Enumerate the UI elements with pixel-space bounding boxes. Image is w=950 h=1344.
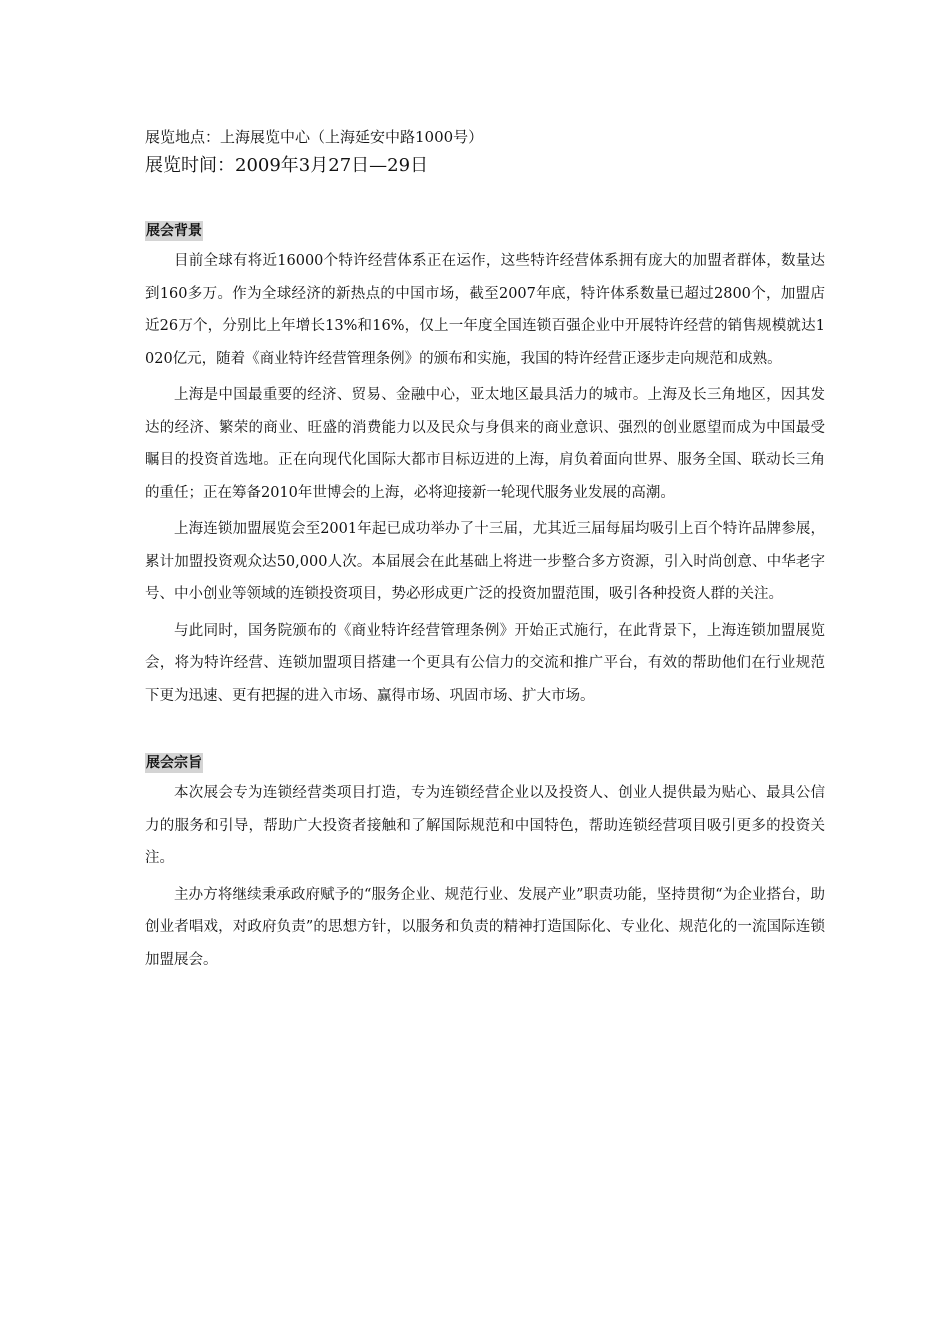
background-paragraph: 目前全球有将近16000个特许经营体系正在运作，这些特许经营体系拥有庞大的加盟者群体，数量达到160多万。作为全球经济的新热点的中国市场，截至2007年底，特许体系数量已超过2800个，加盟店近26万个，分别比上年增长13%和16%，仅上一年度全国连锁百强企业中开展特许经营的销售规模就达1020亿元，随着《商业特许经营管理条例》的颁布和实施，我国的特许经营正逐步走向规范和成熟。 [145, 253, 825, 367]
exhibition-location: 展览地点：上海展览中心（上海延安中路1000号） [145, 128, 484, 146]
purpose-section [145, 752, 825, 976]
background-paragraph: 上海是中国最重要的经济、贸易、金融中心，亚太地区最具活力的城市。上海及长三角地区，因其发达的经济、繁荣的商业、旺盛的消费能力以及民众与身俱来的商业意识、强烈的创业愿望而成为中国最受瞩目的投资首选地。正在向现代化国际大都市目标迈进的上海，肩负着面向世界、服务全国、联动长三角的重任；正在筹备2010年世博会的上海，必将迎接新一轮现代服务业发展的高潮。 [145, 387, 825, 501]
purpose-paragraph: 主办方将继续秉承政府赋予的“服务企业、规范行业、发展产业”职责功能，坚持贯彻“为企业搭台，助创业者唱戏，对政府负责”的思想方针，以服务和负责的精神打造国际化、专业化、规范化的一流国际连锁加盟展会。 [145, 886, 825, 968]
background-heading: 展会背景 [146, 223, 202, 239]
document-page [145, 118, 825, 976]
background-section [145, 220, 825, 712]
purpose-paragraph: 本次展会专为连锁经营类项目打造，专为连锁经营企业以及投资人、创业人提供最为贴心、最具公信力的服务和引导，帮助广大投资者接触和了解国际规范和中国特色，帮助连锁经营项目吸引更多的投资关注。 [145, 785, 825, 866]
exhibition-time: 展览时间：2009年3月27日—29日 [145, 155, 429, 176]
background-paragraph: 上海连锁加盟展览会至2001年起已成功举办了十三届，尤其近三届每届均吸引上百个特许品牌参展，累计加盟投资观众达50,000人次。本届展会在此基础上将进一步整合多方资源，引入时尚创意、中华老字号、中小创业等领域的连锁投资项目，势必形成更广泛的投资加盟范围，吸引各种投资人群的关注。 [145, 521, 825, 602]
background-paragraph: 与此同时，国务院颁布的《商业特许经营管理条例》开始正式施行，在此背景下，上海连锁加盟展览会，将为特许经营、连锁加盟项目搭建一个更具有公信力的交流和推广平台，有效的帮助他们在行业规范下更为迅速、更有把握的进入市场、赢得市场、巩固市场、扩大市场。 [145, 622, 825, 704]
purpose-heading: 展会宗旨 [146, 755, 202, 771]
